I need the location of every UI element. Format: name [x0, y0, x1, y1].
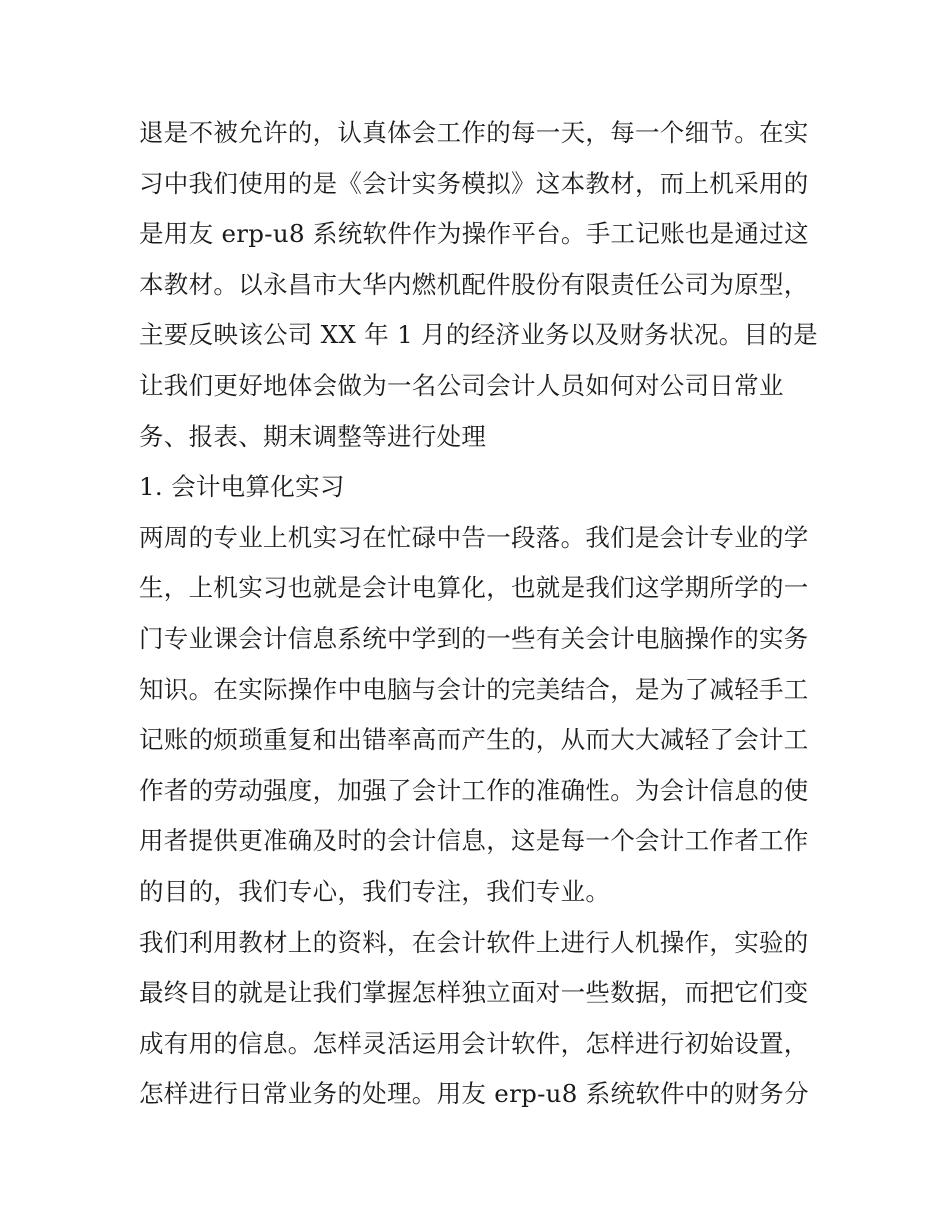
paragraph-line: 是用友 erp-u8 系统软件作为操作平台。手工记账也是通过这: [139, 219, 809, 249]
paragraph-line: 习中我们使用的是《会计实务模拟》这本教材，而上机采用的: [139, 168, 809, 198]
paragraph-line: 本教材。以永昌市大华内燃机配件股份有限责任公司为原型，: [139, 269, 809, 299]
paragraph-line: 的目的，我们专心，我们专注，我们专业。: [139, 876, 611, 906]
paragraph-line: 退是不被允许的，认真体会工作的每一天，每一个细节。在实: [139, 118, 809, 147]
paragraph-line: 务、报表、期末调整等进行处理: [139, 421, 487, 451]
paragraph-line: 生，上机实习也就是会计电算化，也就是我们这学期所学的一: [139, 573, 809, 603]
paragraph-line: 成有用的信息。怎样灵活运用会计软件，怎样进行初始设置，: [139, 1028, 809, 1058]
section-heading: 1. 会计电算化实习: [139, 472, 345, 502]
paragraph-line: 怎样进行日常业务的处理。用友 erp-u8 系统软件中的财务分: [139, 1079, 809, 1109]
paragraph-line: 作者的劳动强度，加强了会计工作的准确性。为会计信息的使: [139, 775, 809, 805]
paragraph-line: 用者提供更准确及时的会计信息，这是每一个会计工作者工作: [139, 826, 809, 856]
document-body: [139, 108, 819, 1120]
paragraph-line: 知识。在实际操作中电脑与会计的完美结合，是为了减轻手工: [139, 674, 809, 704]
paragraph-line: 门专业课会计信息系统中学到的一些有关会计电脑操作的实务: [139, 623, 809, 653]
paragraph-line: 两周的专业上机实习在忙碌中告一段落。我们是会计专业的学: [139, 522, 809, 552]
paragraph-line: 记账的烦琐重复和出错率高而产生的，从而大大减轻了会计工: [139, 725, 809, 755]
paragraph-line: 最终目的就是让我们掌握怎样独立面对一些数据，而把它们变: [139, 978, 809, 1008]
paragraph-line: 让我们更好地体会做为一名公司会计人员如何对公司日常业: [139, 370, 784, 400]
paragraph-line: 我们利用教材上的资料，在会计软件上进行人机操作，实验的: [139, 927, 809, 957]
paragraph-line: 主要反映该公司 XX 年 1 月的经济业务以及财务状况。目的是: [139, 320, 818, 350]
